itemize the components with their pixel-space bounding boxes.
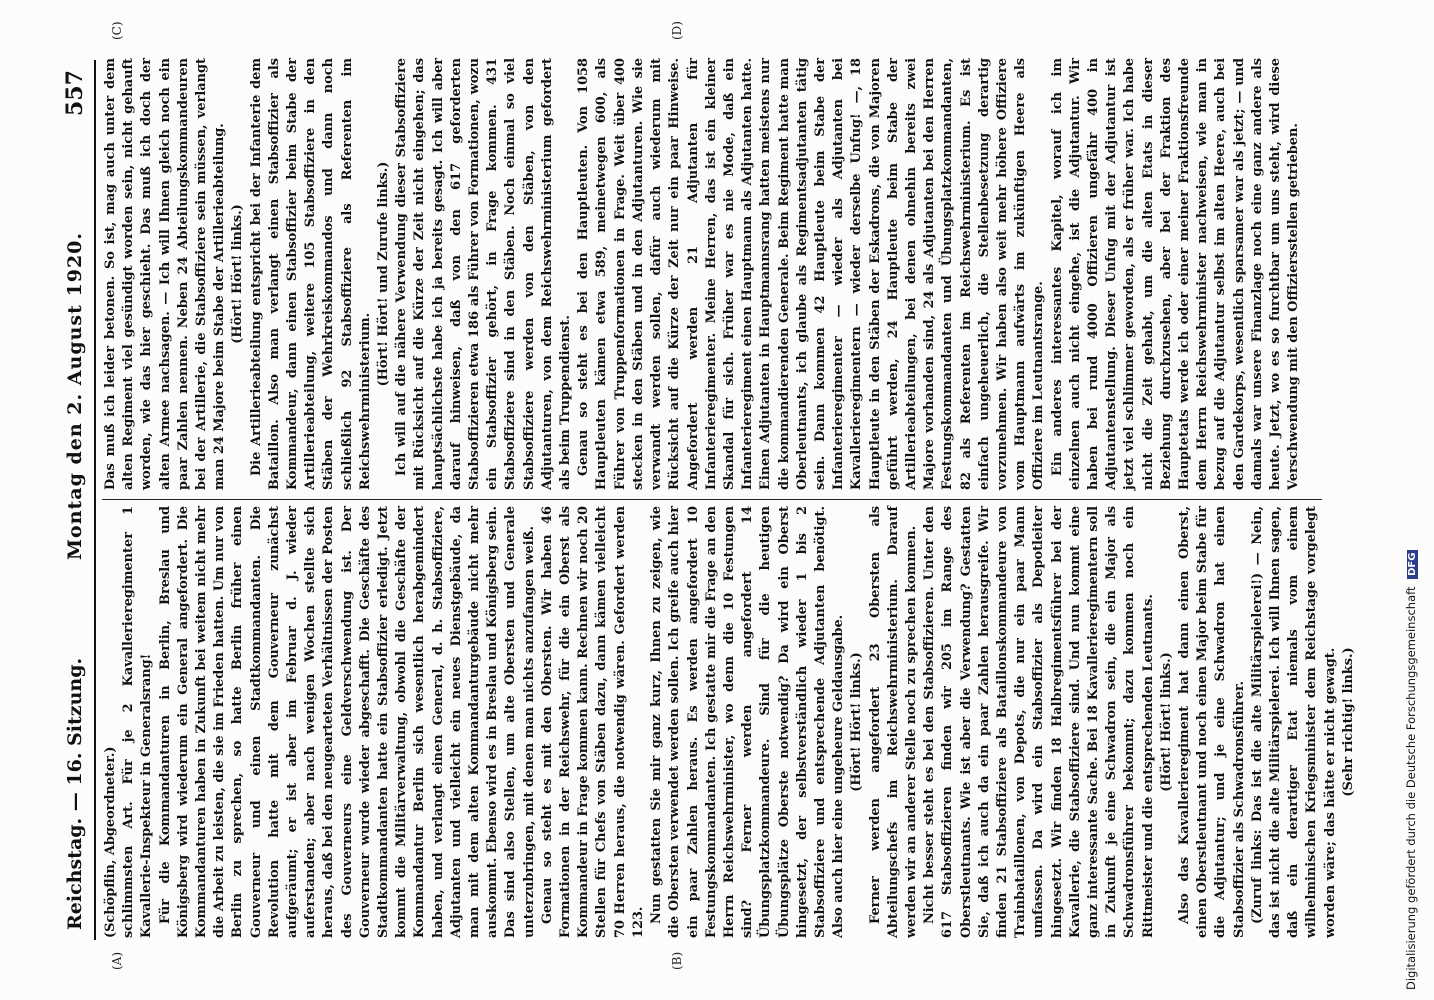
paragraph: Das muß ich leider betonen. So ist, mag auch unter dem alten Regiment viel gesündigt worden sein, nicht gehauft worden, wie das hier geschieht. Das muß ich doch der alten Armee nachsagen. — Ich will Ihnen gleich noch ein paar Zahlen nennen. Neben 24 Abteilungskommandeuren bei der Artillerie, die Stabsoffiziere sein müssen, verlangt man 24 Majore beim Stabe der Artillerieabteilung.: [103, 58, 228, 490]
header-session: Reichstag. — 16. Sitzung.: [64, 657, 86, 930]
paragraph: Also das Kavallerieregiment hat dann einen Oberst, einen Oberstleutnant und noch einen Major beim Stabe für die Adjutantur; und je eine Schwadron hat einen Stabsoffizier als Schwadronsführer.: [1176, 506, 1247, 938]
interjection: (Sehr richtig! links.): [1340, 647, 1356, 797]
funding-note: Digitalisierung gefördert durch die Deutsche Forschungsgemeinschaft: [1404, 586, 1418, 990]
digitization-sidebar: [1398, 10, 1428, 990]
interjection: (Hört! Hört! links.): [849, 652, 865, 792]
header-date: Montag den 2. August 1920.: [64, 232, 86, 560]
left-column: [102, 506, 1356, 938]
right-column: [102, 58, 1322, 490]
paragraph: Genau so steht es bei den Hauptleuten. Von 1058 Hauptleuten kämen etwa 589, meinetwegen 600, als Führer von Truppenformationen in Frage. Weit über 400 stecken in den Stäben und in den Adjutanturen. Wie sie verwandt werden sollen, dafür auch wiederum mit Rücksicht auf die Kürze der Zeit nur ein paar Hinweise. Angefordert werden 21 Adjutanten für Infanterieregimenter. Meine Herren, das ist ein kleiner Skandal für sich. Früher war es nie Mode, daß ein Infanterieregiment einen Hauptmann als Adjutanten hatte. Einen Adjutanten in Hauptmannsrang hatten meistens nur die kommandierenden Generale. Beim Regiment hatte man Oberleutnants, ich glaube als Regimentsadjutanten tätig sein. Dann kommen 42 Hauptleute beim Stabe der Infanterieregimenter — wieder als Adjutanten bei Kavallerieregimentern — wieder derselbe Unfug! —, 18 Hauptleute in den Stäben der Eskadrons, die von Majoren geführt werden, 24 Hauptleute beim Stabe der Artillerieabteilungen, bei denen ohnehin bereits zwei Majore vorhanden sind, 24 als Adjutanten bei den Herren Festungskommandanten und Übungsplatzkommandanten, 82 als Referenten im Reichswehrministerium. Es ist einfach ungeheuerlich, die Stellenbesetzung derartig vorzunehmen. Wir haben also weit mehr höhere Offiziere vom Hauptmann aufwärts im zukünftigen Heere als Offiziere im Leutnantsrange.: [576, 58, 1047, 490]
page-number: 557: [62, 70, 88, 116]
margin-marker-d: (D): [670, 21, 684, 40]
interjection: (Hört! Hört! links.): [230, 204, 246, 344]
margin-marker-b: (B): [670, 951, 684, 970]
paragraph: Ein anderes interessantes Kapitel, worauf ich im einzelnen auch nicht eingehe, ist die Adjutantur. Wir haben bei rund 4000 Offizieren ungefähr 400 in Adjutantenstellung. Dieser Unfug mit der Adjutantur ist jetzt viel schlimmer geworden, als er früher war. Ich habe nicht die Zeit gehabt, um die alten Etats in dieser Beziehung durchzusehen, aber bei der Fraktion des Hauptetats werde ich oder einer meiner Fraktionsfreunde dem Herrn Reichswehrminister nachweisen, wie man in bezug auf die Adjutantur selbst im alten Heere, auch bei den Gardekorps, wesentlich sparsamer war als jetzt; — und damals war unsere Finanzlage noch eine ganz andere als heute. Jetzt, wo es so furchtbar um uns steht, wird diese Verschwendung mit den Offiziersstellen getrieben.: [1049, 58, 1302, 490]
paragraph: schlimmsten Art. Für je 2 Kavallerieregimenter 1 Kavallerie-Inspekteur in Generalsrang!: [121, 506, 155, 938]
paragraph: Die Artillerieabteilung entspricht bei der Infanterie dem Bataillon. Also man verlangt einen Stabsoffizier als Kommandeur, dann einen Stabsoffizier beim Stabe der Artillerieabteilung, weitere 105 Stabsoffiziere in den Stäben der Wehrkreiskommandos und dann noch schließlich 92 Stabsoffiziere als Referenten im Reichswehrministerium.: [248, 58, 373, 490]
paragraph: Nun gestatten Sie mir ganz kurz, Ihnen zu zeigen, wie die Obersten verwendet werden sollen. Ich greife auch hier ein paar Zahlen heraus. Es werden angefordert 10 Festungskommandanten. Ich gestatte mir die Frage an den Herrn Reichswehrminister, wo denn die 10 Festungen sind? Ferner werden angefordert 14 Übungsplatzkommandeure. Sind für die heutigen Übungsplätze Oberste notwendig? Da wird ein Oberst hingesetzt, der selbstverständlich wieder 1 bis 2 Stabsoffiziere und entsprechende Adjutanten benötigt. Also auch hier eine ungeheure Geldausgabe.: [649, 506, 847, 938]
margin-marker-c: (C): [110, 21, 124, 40]
dfg-logo: DFG: [1407, 550, 1418, 579]
paragraph: Nicht besser steht es bei den Stabsoffizieren. Unter den 617 Stabsoffizieren finden wir 205 im Range des Oberstleutnants. Wie ist aber die Verwendung? Gestatten Sie, daß ich auch da ein paar Zahlen herausgreife. Wir finden 21 Stabsoffiziere als Bataillonskommandeure von Trainbataillonen, von Depots, die nur ein paar Mann umfassen. Da wird ein Stabsoffizier als Depotleiter hingesetzt. Wir finden 18 Halbregimentsführer bei der Kavallerie, die Stabsoffiziere sind. Und nun kommt eine ganz interessante Sache. Bei 18 Kavallerieregimentern soll in Zukunft je eine Schwadron sein, die ein Major als Schwadronsführer bekommt; dazu kommen noch ein Rittmeister und die entsprechenden Leutnants.: [922, 506, 1156, 938]
speaker-label: (Schöpflin, Abgeordneter.): [103, 746, 118, 938]
paragraph: Für die Kommandanturen in Berlin, Breslau und Königsberg wird wiederum ein General angefordert. Die Kommandanturen haben in Zukunft bei weitem nicht mehr die Arbeit zu leisten, die sie im Frieden hatten. Um nur von Berlin zu sprechen, so hatte Berlin früher einen Gouverneur und einen Stadtkommandanten. Die Revolution hatte mit dem Gouverneur zunächst aufgeräumt; er ist aber im Februar d. J. wieder auferstanden; aber nach wenigen Wochen stellte sich heraus, daß bei den neugearteten Verhältnissen der Posten des Gouverneurs eine Geldverschwendung ist. Der Gouverneur wurde wieder abgeschafft. Die Geschäfte des Stadtkommandanten hatte ein Stabsoffizier erledigt. Jetzt kommt die Militärverwaltung, obwohl die Geschäfte der Kommandantur Berlin sich wesentlich herabgemindert haben, und verlangt einen General, d. h. Stabsoffiziere, Adjutanten und vielleicht ein neues Dienstgebäude, da man mit dem alten Kommandanturgebäude nicht mehr auskommt. Ebenso wird es in Breslau und Königsberg sein. Das sind also Stellen, um alte Obersten und Generale unterzubringen, mit denen man nichts anzufangen weiß.: [157, 506, 537, 938]
sidebar-credit: [1404, 20, 1418, 990]
interjection: (Hört! Hört! links.): [1158, 652, 1174, 792]
paragraph: Ich will auf die nähere Verwendung dieser Stabsoffiziere mit Rücksicht auf die Kürze der Zeit nicht eingehen; das hauptsächlichste habe ich ja bereits gesagt. Ich will aber darauf hinweisen, daß von den 617 geforderten Stabsoffizieren etwa 186 als Führer von Formationen, wozu ein Stabsoffizier gehört, in Frage kommen. 431 Stabsoffiziere sind in den Stäben. Noch einmal so viel Stabsoffiziere werden von den Stäben, von den Adjutanturen, von dem Reichswehrministerium gefordert als beim Truppendienst.: [394, 58, 574, 490]
interjection: (Hört! Hört! und Zurufe links.): [376, 161, 392, 387]
margin-marker-a: (A): [110, 951, 124, 970]
column-divider: [102, 499, 1322, 500]
paragraph: Genau so steht es mit den Obersten. Wir haben 46 Formationen in der Reichswehr, für die ein Oberst als Kommandeur in Frage kommen kann. Rechnen wir noch 20 Stellen für Chefs von Stäben dazu, dann kämen vielleicht 70 Herren heraus, die notwendig wären. Gefordert werden 123.: [539, 506, 646, 938]
page-header: [60, 60, 96, 940]
paragraph: Ferner werden angefordert 23 Obersten als Abteilungschefs im Reichswehrministerium. Darauf werden wir an anderer Stelle noch zu sprechen kommen.: [867, 506, 919, 938]
paragraph: (Zuruf links: Das ist die alte Militärspielerei!) — Nein, das ist nicht die alte Militärspielerei. Ich will Ihnen sagen, daß ein derartiger Etat niemals vom einem wilhelminischen Kriegsminister dem Reichstage vorgelegt worden wäre; das hätte er nicht gewagt.: [1249, 506, 1338, 938]
